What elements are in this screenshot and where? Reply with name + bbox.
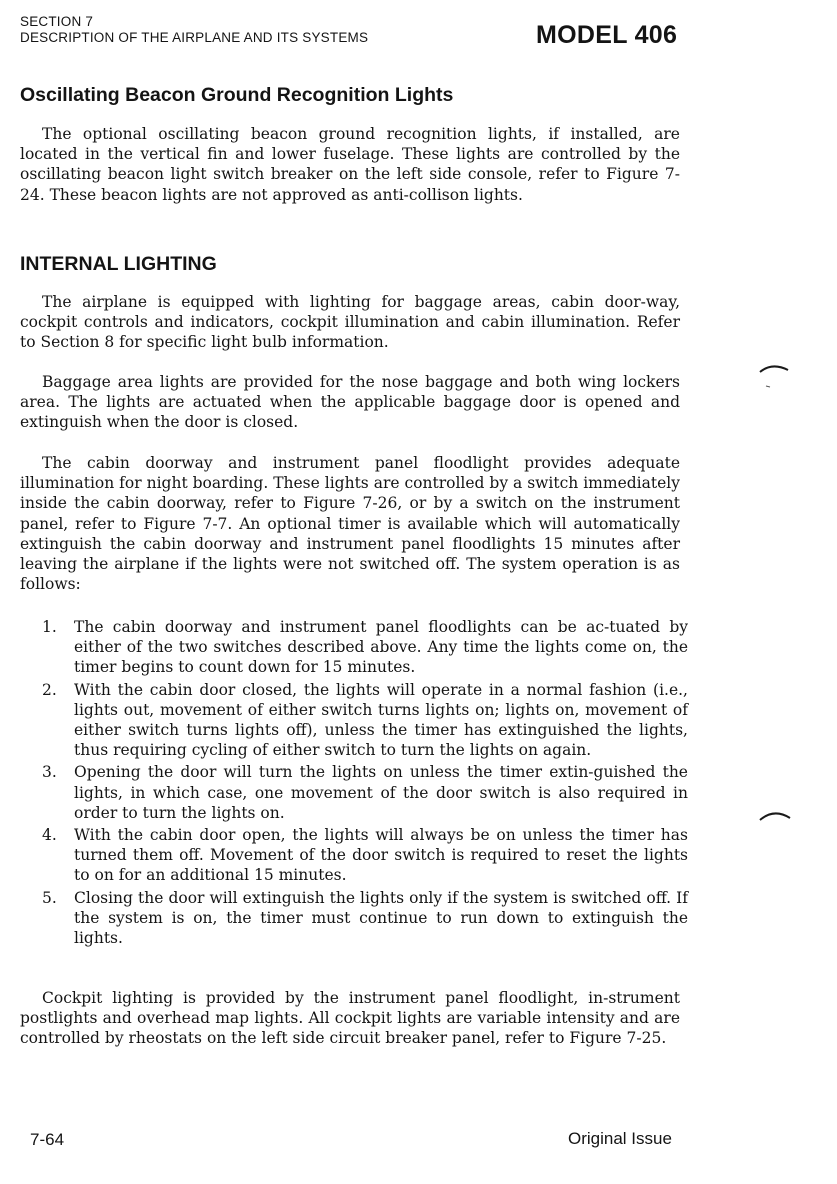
list-item — [42, 617, 688, 678]
list-item — [42, 888, 688, 949]
system-operation-list — [42, 617, 688, 950]
list-item-number: 3. — [42, 763, 57, 782]
list-item-number: 4. — [42, 826, 57, 845]
heading-oscillating-beacon: Oscillating Beacon Ground Recognition Lights — [20, 84, 454, 106]
paragraph-beacon-description: The optional oscillating beacon ground recognition lights, if installed, are located in the vertical fin and lower fuselage. These lights are controlled by the oscillating beacon light switch breaker on the left side console, refer to Figure 7-24. These beacon lights are not approved as anti-collison lights. — [20, 125, 680, 204]
paragraph-baggage-lights: Baggage area lights are provided for the nose baggage and both wing lockers area. The lights are actuated when the applicable baggage door is opened and extinguish when the door is closed. — [20, 373, 680, 432]
revision-bar-mark — [758, 360, 794, 392]
list-item-text: Opening the door will turn the lights on unless the timer extin-guished the lights, in which case, one movement of the door switch is also required in order to turn the lights on. — [74, 763, 688, 822]
list-item — [42, 762, 688, 823]
section-label: SECTION 7 — [20, 14, 94, 29]
running-header — [20, 14, 368, 46]
list-item-text: The cabin doorway and instrument panel floodlights can be ac-tuated by either of the two switches described above. Any time the lights come on, the timer begins to count down for 15 minutes. — [74, 618, 688, 677]
paragraph-internal-lighting-intro: The airplane is equipped with lighting for baggage areas, cabin door-way, cockpit controls and indicators, cockpit illumination and cabin illumination. Refer to Section 8 for specific light bulb information. — [20, 293, 680, 352]
list-item — [42, 680, 688, 761]
list-item-text: With the cabin door open, the lights will always be on unless the timer has turned them off. Movement of the door switch is required to reset the lights to on for an additional 15 minutes. — [74, 826, 688, 885]
paragraph-cabin-doorway-floodlight: The cabin doorway and instrument panel floodlight provides adequate illumination for night boarding. These lights are controlled by a switch immediately inside the cabin doorway, refer to Figure 7-26, or by a switch on the instrument panel, refer to Figure 7-7. An optional timer is available which will automatically extinguish the cabin doorway and instrument panel floodlights 15 minutes after leaving the airplane if the lights were not switched off. The system operation is as follows: — [20, 454, 680, 594]
list-item-text: With the cabin door closed, the lights will operate in a normal fashion (i.e., lights out, movement of either switch turns lights on; lights on, movement of either switch turns lights off), unless the timer has extinguished the lights, thus requiring cycling of either switch to turn the lights on again. — [74, 680, 688, 760]
section-title: DESCRIPTION OF THE AIRPLANE AND ITS SYSTEMS — [20, 30, 369, 45]
list-item-text: Closing the door will extinguish the lights only if the system is switched off. If the system is on, the timer must continue to run down to extinguish the lights. — [74, 888, 688, 948]
list-item-number: 1. — [42, 618, 57, 636]
paragraph-cockpit-lighting: Cockpit lighting is provided by the instrument panel floodlight, in-strument postlights and overhead map lights. All cockpit lights are variable intensity and are controlled by rheostats on the left side circuit breaker panel, refer to Figure 7-25. — [20, 989, 680, 1048]
list-item — [42, 825, 688, 886]
list-item-number: 5. — [42, 888, 57, 907]
heading-internal-lighting: INTERNAL LIGHTING — [20, 253, 217, 275]
model-title: MODEL 406 — [536, 21, 678, 49]
issue-label: Original Issue — [568, 1129, 672, 1148]
list-item-number: 2. — [42, 680, 57, 699]
page-number: 7-64 — [30, 1130, 65, 1149]
revision-bar-mark — [758, 806, 794, 826]
